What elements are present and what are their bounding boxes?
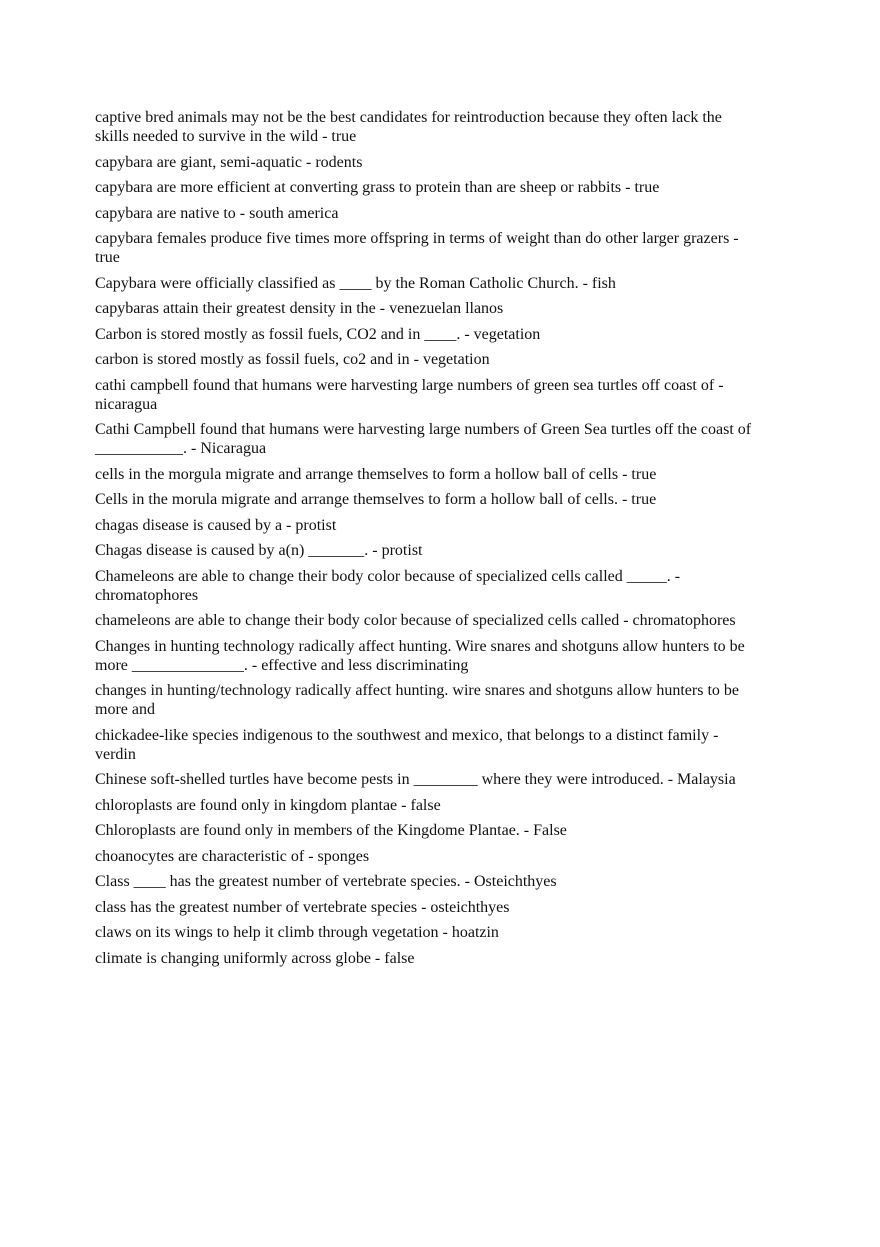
list-item: Chameleons are able to change their body color because of specialized cells called _____. - chromatophores <box>95 567 681 604</box>
list-item: capybara are more efficient at converting grass to protein than are sheep or rabbits - true <box>95 179 660 196</box>
list-item: climate is changing uniformly across globe - false <box>95 949 415 967</box>
list-item: chameleons are able to change their body color because of specialized cells called - chromatophores <box>95 612 736 629</box>
list-item: Class ____ has the greatest number of vertebrate species. - Osteichthyes <box>95 873 557 890</box>
list-item: chloroplasts are found only in kingdom plantae - false <box>95 796 441 814</box>
list-item: capybaras attain their greatest density in the - venezuelan llanos <box>95 300 504 317</box>
list-item: chickadee-like species indigenous to the southwest and mexico, that belongs to a distinct family - verdin <box>95 726 719 763</box>
list-item: choanocytes are characteristic of - sponges <box>95 847 370 865</box>
list-item: capybara are native to - south america <box>95 204 339 222</box>
list-item: chagas disease is caused by a - protist <box>95 516 337 534</box>
list-item: class has the greatest number of vertebrate species - osteichthyes <box>95 898 510 916</box>
list-item: cathi campbell found that humans were harvesting large numbers of green sea turtles off coast of - nicaragua <box>95 376 724 413</box>
list-item: capybara are giant, semi-aquatic - rodents <box>95 153 363 171</box>
list-item: Chinese soft-shelled turtles have become pests in ________ where they were introduced. - Malaysia <box>95 771 736 788</box>
entry-list <box>95 108 755 974</box>
list-item: carbon is stored mostly as fossil fuels, co2 and in - vegetation <box>95 351 490 368</box>
list-item: Chagas disease is caused by a(n) _______. - protist <box>95 542 423 559</box>
list-item: Changes in hunting technology radically affect hunting. Wire snares and shotguns allow hunters to be more ______________. - effective and less discriminating <box>95 637 745 674</box>
list-item: changes in hunting/technology radically affect hunting. wire snares and shotguns allow hunters to be more and <box>95 682 739 718</box>
list-item: Capybara were officially classified as ____ by the Roman Catholic Church. - fish <box>95 274 616 292</box>
list-item: Cells in the morula migrate and arrange themselves to form a hollow ball of cells. - true <box>95 491 657 508</box>
list-item: Carbon is stored mostly as fossil fuels, CO2 and in ____. - vegetation <box>95 325 541 343</box>
list-item: Cathi Campbell found that humans were harvesting large numbers of Green Sea turtles off the coast of ___________. - Nicaragua <box>95 421 752 457</box>
list-item: claws on its wings to help it climb through vegetation - hoatzin <box>95 924 499 941</box>
list-item: captive bred animals may not be the best candidates for reintroduction because they often lack the skills needed to survive in the wild - true <box>95 109 722 145</box>
list-item: Chloroplasts are found only in members of the Kingdome Plantae. - False <box>95 822 567 839</box>
list-item: cells in the morgula migrate and arrange themselves to form a hollow ball of cells - true <box>95 465 657 483</box>
list-item: capybara females produce five times more offspring in terms of weight than do other larger grazers - true <box>95 230 739 266</box>
